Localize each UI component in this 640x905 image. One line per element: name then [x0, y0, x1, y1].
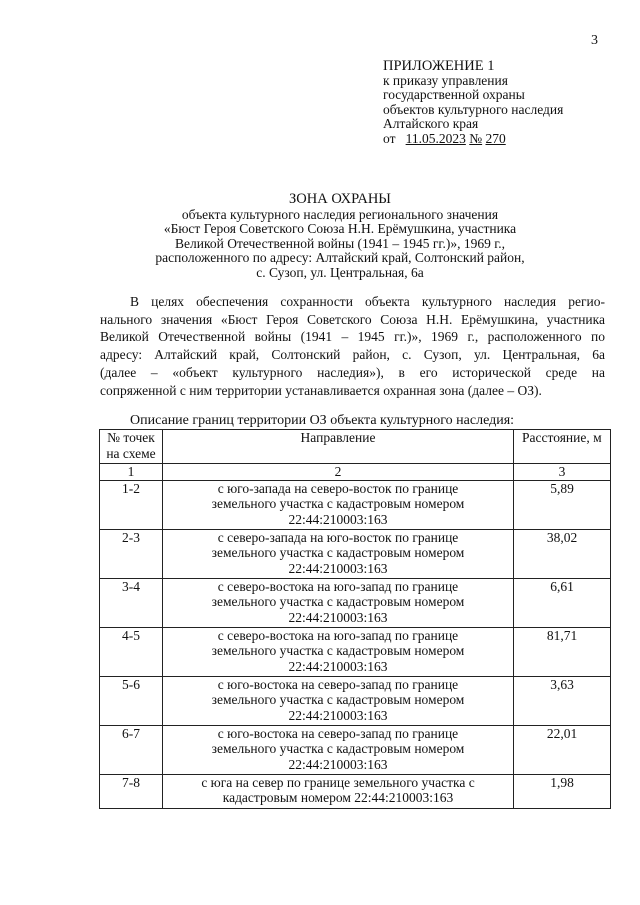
table-row	[100, 725, 611, 774]
column-number-row	[100, 464, 611, 481]
table-row	[100, 578, 611, 627]
direction-line: с юга на север по границе земельного участка с	[201, 774, 475, 790]
direction-line: с северо-запада на юго-восток по границе	[217, 529, 459, 545]
header-direction: Направление	[163, 430, 514, 464]
direction-line: с юго-запада на северо-восток по границе	[217, 480, 459, 496]
direction-line: земельного участка с кадастровым номером	[211, 692, 465, 707]
appendix-heading: ПРИЛОЖЕНИЕ 1	[383, 58, 495, 74]
number-sign: №	[469, 130, 483, 146]
cell-direction	[163, 529, 514, 578]
direction-line: земельного участка с кадастровым номером	[211, 741, 465, 756]
cell-distance: 3,63	[514, 676, 611, 725]
direction-line: 22:44:210003:163	[288, 658, 388, 674]
appendix-date-line	[383, 132, 563, 147]
cell-distance: 5,89	[514, 480, 611, 529]
cell-distance: 1,98	[514, 774, 611, 808]
body-paragraph	[100, 293, 605, 399]
header-distance: Расстояние, м	[514, 430, 611, 464]
header-points	[100, 430, 163, 464]
header-points-line: № точек	[107, 430, 155, 445]
appendix-line: к приказу управления	[383, 72, 508, 88]
title-line: объекта культурного наследия регионального значения	[181, 206, 499, 222]
header-points-line: на схеме	[106, 445, 156, 461]
cell-points: 7-8	[100, 774, 163, 808]
appendix-line: государственной охраны	[383, 87, 525, 102]
direction-line: земельного участка с кадастровым номером	[211, 594, 465, 609]
cell-direction	[163, 627, 514, 676]
paragraph-line: сопряженной с ним территории устанавливается охранная зона (далее – ОЗ).	[100, 382, 542, 398]
direction-line: 22:44:210003:163	[288, 560, 388, 576]
order-number: 270	[485, 130, 506, 146]
title-line: расположенного по адресу: Алтайский край, Солтонский район,	[155, 250, 525, 265]
date-prefix: от	[383, 130, 396, 146]
cell-direction	[163, 578, 514, 627]
document-title	[140, 192, 540, 280]
title-line: «Бюст Героя Советского Союза Н.Н. Ерёмушкина, участника	[163, 221, 517, 236]
cell-direction	[163, 480, 514, 529]
direction-line: с юго-востока на северо-запад по границе	[217, 676, 459, 692]
page-number: 3	[591, 33, 598, 48]
cell-distance: 38,02	[514, 529, 611, 578]
cell-direction	[163, 725, 514, 774]
paragraph-line: Великой Отечественной войны (1941 – 1945 гг.)», 1969 г., расположенного по	[100, 329, 605, 345]
cell-points: 3-4	[100, 578, 163, 627]
cell-points: 1-2	[100, 480, 163, 529]
direction-line: с юго-востока на северо-запад по границе	[217, 725, 459, 741]
title-line: Великой Отечественной войны (1941 – 1945 гг.)», 1969 г.,	[175, 235, 505, 251]
direction-line: с северо-востока на юго-запад по границе	[217, 578, 459, 594]
boundary-table	[99, 429, 611, 809]
appendix-line: Алтайского края	[383, 116, 479, 131]
direction-line: кадастровым номером 22:44:210003:163	[222, 790, 454, 805]
title-heading: ЗОНА ОХРАНЫ	[289, 191, 391, 207]
direction-line: 22:44:210003:163	[288, 707, 388, 723]
direction-line: 22:44:210003:163	[288, 756, 388, 772]
paragraph-line: нального значения «Бюст Героя Советского Союза Н.Н. Ерёмушкина, участника	[100, 311, 605, 327]
column-number: 2	[163, 464, 514, 481]
direction-line: с северо-востока на юго-запад по границе	[217, 627, 459, 643]
table-row	[100, 676, 611, 725]
appendix-line: объектов культурного наследия	[383, 101, 564, 117]
direction-line: 22:44:210003:163	[288, 609, 388, 625]
cell-points: 6-7	[100, 725, 163, 774]
paragraph-line: адресу: Алтайский край, Солтонский район, с. Сузоп, ул. Центральная, 6а	[100, 347, 605, 363]
direction-line: 22:44:210003:163	[288, 511, 388, 527]
direction-line: земельного участка с кадастровым номером	[211, 643, 465, 658]
table-header-row	[100, 430, 611, 464]
direction-line: земельного участка с кадастровым номером	[211, 496, 465, 511]
column-number: 1	[100, 464, 163, 481]
cell-points: 5-6	[100, 676, 163, 725]
table-caption: Описание границ территории ОЗ объекта культурного наследия:	[130, 413, 515, 428]
cell-points: 4-5	[100, 627, 163, 676]
paragraph-line: (далее – «объект культурного наследия»), в его исторической среде на	[100, 364, 605, 380]
table-row	[100, 774, 611, 808]
title-line: с. Сузоп, ул. Центральная, 6а	[256, 264, 424, 280]
order-date: 11.05.2023	[405, 130, 466, 146]
cell-direction	[163, 774, 514, 808]
cell-distance: 81,71	[514, 627, 611, 676]
table-row	[100, 627, 611, 676]
cell-distance: 22,01	[514, 725, 611, 774]
table-row	[100, 480, 611, 529]
direction-line: земельного участка с кадастровым номером	[211, 545, 465, 560]
cell-distance: 6,61	[514, 578, 611, 627]
cell-points: 2-3	[100, 529, 163, 578]
table-row	[100, 529, 611, 578]
cell-direction	[163, 676, 514, 725]
appendix-block	[383, 59, 563, 146]
column-number: 3	[514, 464, 611, 481]
paragraph-line: В целях обеспечения сохранности объекта культурного наследия регио-	[130, 294, 605, 309]
